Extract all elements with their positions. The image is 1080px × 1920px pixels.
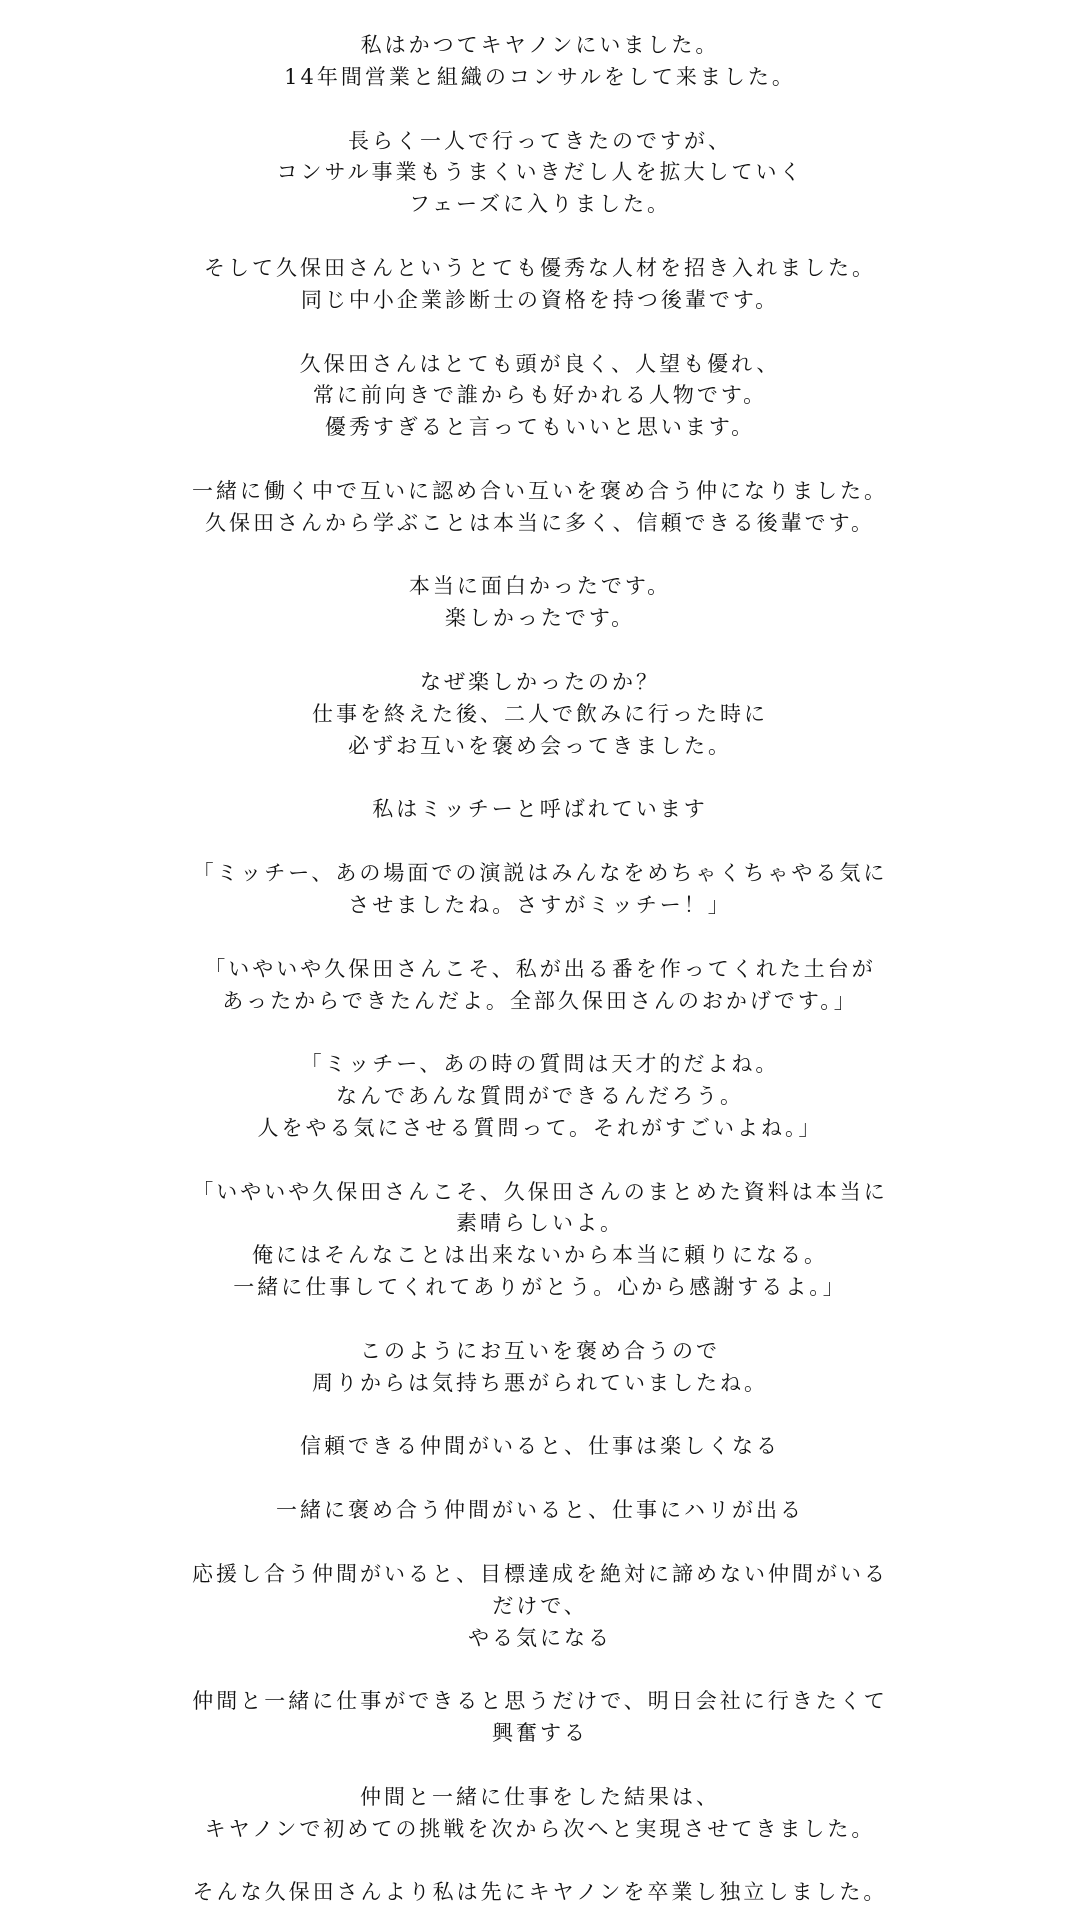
essay-line: このようにお互いを褒め合うので [360,1338,720,1363]
essay-line: 一緒に仕事してくれてありがとう。心から感謝するよ。」 [233,1275,847,1300]
essay-line: キヤノンで初めての挑戦を次から次へと実現させてきました。 [204,1816,876,1841]
essay-line: あったからできたんだよ。全部久保田さんのおかげです。」 [222,988,858,1013]
essay-line: 興奮する [492,1721,588,1746]
essay-line: 長らく一人で行ってきたのですが、 [348,128,732,153]
essay-line: 本当に面白かったです。 [408,574,672,599]
essay-line: 一緒に働く中で互いに認め合い互いを褒め合う仲になりました。 [192,478,888,503]
essay-line: 俺にはそんなことは出来ないから本当に頼りになる。 [252,1243,828,1268]
essay-line: コンサル事業もうまくいきだし人を拡大していく [276,160,804,185]
essay-line: 信頼できる仲間がいると、仕事は楽しくなる [300,1434,780,1459]
essay-line: 久保田さんはとても頭が良く、人望も優れ、 [299,351,781,376]
essay-line: 楽しかったです。 [444,606,636,631]
essay-line: なんであんな質問ができるんだろう。 [336,1084,744,1109]
essay-line: 私はミッチーと呼ばれています [372,797,708,822]
essay-line: 「いやいや久保田さんこそ、久保田さんのまとめた資料は本当に [192,1179,888,1204]
essay-line: 「いやいや久保田さんこそ、私が出る番を作ってくれた土台が [204,956,876,981]
essay-line: フェーズに入りました。 [409,192,671,217]
essay-line: 仲間と一緒に仕事ができると思うだけで、明日会社に行きたくて [192,1689,888,1714]
essay-line: 常に前向きで誰からも好かれる人物です。 [312,383,768,408]
essay-line: 一緒に褒め合う仲間がいると、仕事にハリが出る [276,1498,804,1523]
essay-line: だけで、 [492,1593,588,1618]
essay-line: 人をやる気にさせる質問って。それがすごいよね。」 [257,1115,823,1140]
essay-line: 必ずお互いを褒め会ってきました。 [348,733,732,758]
essay-line: 久保田さんから学ぶことは本当に多く、信頼できる後輩です。 [205,510,875,535]
essay-line: 優秀すぎると言ってもいいと思います。 [324,415,756,440]
essay-line: 14年間営業と組織のコンサルをして来ました。 [284,64,796,89]
essay-line: 「ミッチー、あの場面での演説はみんなをめちゃくちゃやる気に [192,861,888,886]
essay-line: 同じ中小企業診断士の資格を持つ後輩です。 [300,287,780,312]
essay-line: そんな久保田さんより私は先にキヤノンを卒業し独立しました。 [192,1880,888,1905]
essay-line: 周りからは気持ち悪がられていましたね。 [312,1370,768,1395]
essay-line: させましたね。さすがミッチー！」 [348,892,732,917]
essay-line: 「ミッチー、あの時の質問は天才的だよね。 [300,1052,780,1077]
essay-line: そして久保田さんというとても優秀な人材を招き入れました。 [204,255,876,280]
essay-line: 仲間と一緒に仕事をした結果は、 [360,1784,720,1809]
essay-line: 素晴らしいよ。 [456,1211,624,1236]
essay-line: 応援し合う仲間がいると、目標達成を絶対に諦めない仲間がいる [192,1561,888,1586]
essay-line: なぜ楽しかったのか？ [420,670,660,694]
essay-line: 仕事を終えた後、二人で飲みに行った時に [312,701,768,726]
essay-line: やる気になる [468,1625,612,1650]
essay-line: 私はかつてキヤノンにいました。 [360,33,720,57]
